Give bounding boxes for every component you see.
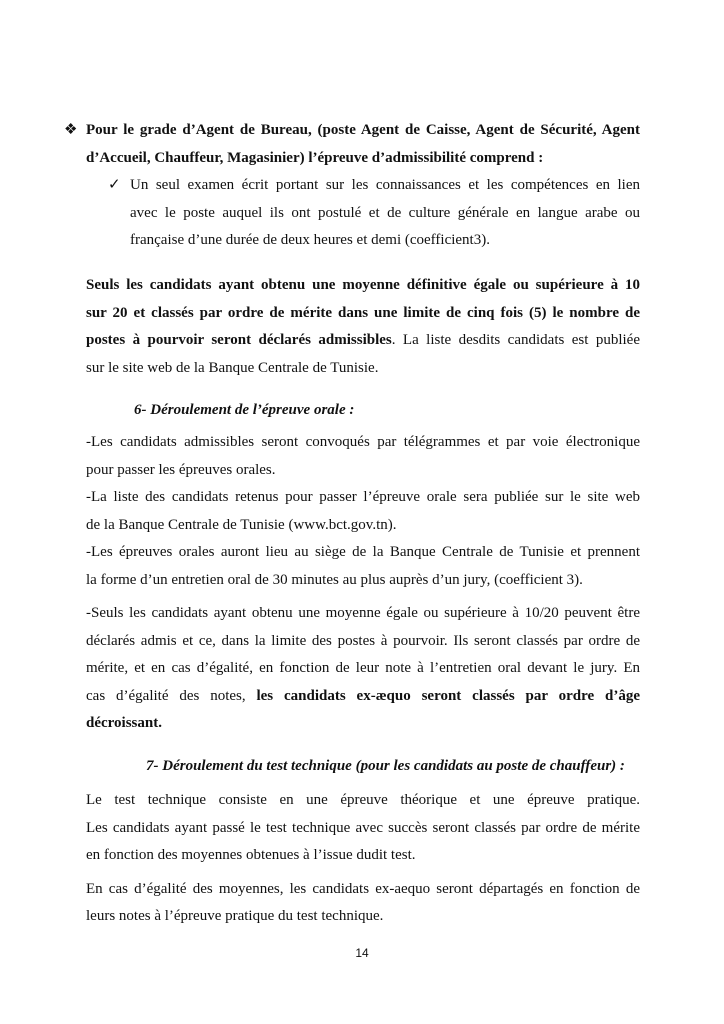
page-number: 14 <box>355 946 369 960</box>
oral-line: la forme d’un entretien oral de 30 minutes au plus auprès d’un jury, (coefficient 3). <box>86 571 583 588</box>
oral-line: décroissant. <box>86 715 162 731</box>
admissibility-paragraph <box>86 272 640 382</box>
oral-line: -La liste des candidats retenus pour passer l’épreuve orale sera publiée sur le site web <box>86 489 640 505</box>
written-exam-line: Un seul examen écrit portant sur les connaissances et les compétences en lien <box>130 177 640 193</box>
diamond-bullet-icon: ❖ <box>64 122 78 138</box>
section-7-heading: 7- Déroulement du test technique (pour les candidats au poste de chauffeur) : <box>146 758 625 774</box>
written-exam-item <box>130 172 640 255</box>
oral-line: mérite, et en cas d’égalité, en fonction de leur note à l’entretien oral devant le jury. En <box>86 660 640 676</box>
admissibility-line <box>86 327 640 355</box>
admissibility-intro-line: Pour le grade d’Agent de Bureau, (poste Agent de Caisse, Agent de Sécurité, Agent <box>86 122 640 138</box>
oral-bold-text: les candidats ex-æquo seront classés par ordre d’âge <box>256 687 641 704</box>
admissibility-intro-line: d’Accueil, Chauffeur, Magasinier) l’épreuve d’admissibilité comprend : <box>86 149 544 166</box>
admissibility-text: . La liste desdits candidats est publiée <box>391 332 640 348</box>
admissibility-intro <box>86 117 640 172</box>
oral-line: déclarés admis et ce, dans la limite des postes à pourvoir. Ils seront classés par ordre de <box>86 632 640 649</box>
technical-line: Le test technique consiste en une épreuve théorique et une épreuve pratique. <box>86 792 640 808</box>
technical-line: Les candidats ayant passé le test technique avec succès seront classés par ordre de mérite <box>86 819 640 836</box>
section-6-heading: 6- Déroulement de l’épreuve orale : <box>134 402 355 418</box>
oral-line: -Les candidats admissibles seront convoqués par télégrammes et par voie électronique <box>86 434 640 450</box>
technical-line: leurs notes à l’épreuve pratique du test technique. <box>86 908 384 924</box>
oral-line: -Seuls les candidats ayant obtenu une moyenne égale ou supérieure à 10/20 peuvent être <box>86 605 640 621</box>
oral-line <box>86 683 640 711</box>
technical-line: En cas d’égalité des moyennes, les candidats ex-aequo seront départagés en fonction de <box>86 880 640 897</box>
oral-text: cas d’égalité des notes, <box>86 687 257 704</box>
oral-line: pour passer les épreuves orales. <box>86 461 276 478</box>
written-exam-line: française d’une durée de deux heures et demi (coefficient3). <box>130 232 490 248</box>
admissibility-bold-text: postes à pourvoir seront déclarés admissibles <box>86 332 392 348</box>
admissibility-line: sur 20 et classés par ordre de mérite dans une limite de cinq fois (5) le nombre de <box>86 304 640 321</box>
checkmark-bullet-icon: ✓ <box>108 177 121 193</box>
technical-line: en fonction des moyennes obtenues à l’issue dudit test. <box>86 847 416 863</box>
written-exam-line: avec le poste auquel ils ont postulé et de culture générale en langue arabe ou <box>130 204 640 221</box>
admissibility-line: Seuls les candidats ayant obtenu une moyenne définitive égale ou supérieure à 10 <box>86 277 640 293</box>
oral-exam-section <box>86 429 640 738</box>
oral-line: -Les épreuves orales auront lieu au siège de la Banque Centrale de Tunisie et prennent <box>86 544 640 560</box>
oral-line: de la Banque Centrale de Tunisie (www.bct.gov.tn). <box>86 516 397 533</box>
technical-test-section <box>86 787 640 931</box>
admissibility-line: sur le site web de la Banque Centrale de Tunisie. <box>86 359 379 376</box>
